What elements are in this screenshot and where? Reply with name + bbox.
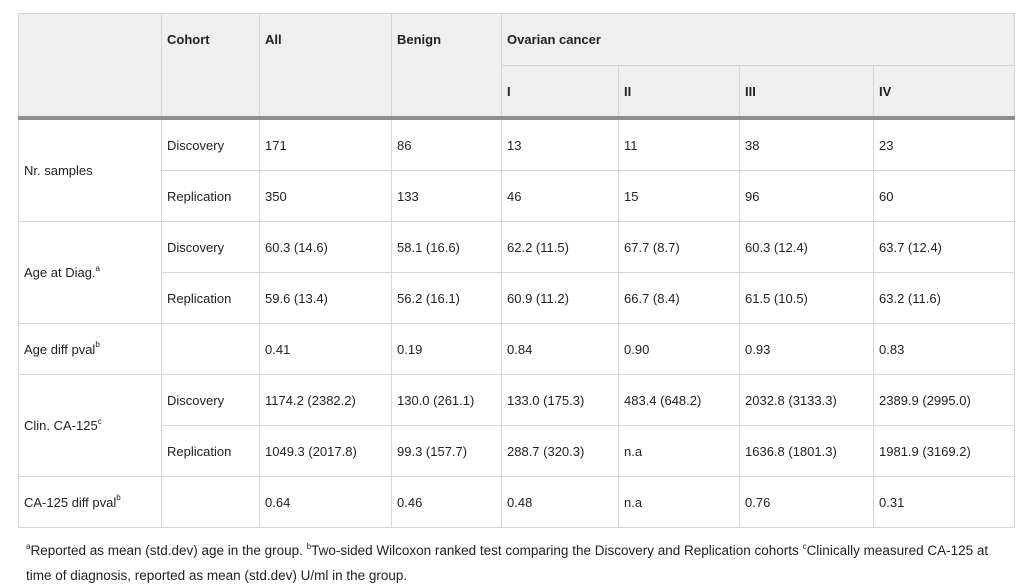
footnote-mark: c <box>802 541 807 551</box>
header-benign <box>392 14 502 119</box>
row-label-text: Clin. CA-125 <box>24 418 98 433</box>
footnote-c-text: Clinically measured CA-125 at time of diagnosis, reported as mean (std.dev) U/ml in the group. <box>26 543 989 583</box>
table-row <box>19 171 1015 222</box>
row-label-ca125-diff-pval <box>19 477 162 528</box>
value-cell: 133.0 (175.3) <box>502 375 619 426</box>
header-stage-iv: IV <box>874 66 1015 119</box>
value-cell: 59.6 (13.4) <box>260 273 392 324</box>
value-cell: 23 <box>874 118 1015 171</box>
value-cell: 1049.3 (2017.8) <box>260 426 392 477</box>
value-cell: 350 <box>260 171 392 222</box>
header-all <box>260 14 392 119</box>
value-cell: 0.48 <box>502 477 619 528</box>
value-cell: 1981.9 (3169.2) <box>874 426 1015 477</box>
value-cell: 0.41 <box>260 324 392 375</box>
table-row <box>19 273 1015 324</box>
value-cell: 0.19 <box>392 324 502 375</box>
results-table <box>18 13 1015 528</box>
footnote-mark: b <box>306 541 312 551</box>
header-all-text: All <box>265 31 282 47</box>
value-cell: 62.2 (11.5) <box>502 222 619 273</box>
value-cell: 0.83 <box>874 324 1015 375</box>
value-cell: 60.9 (11.2) <box>502 273 619 324</box>
value-cell: 133 <box>392 171 502 222</box>
value-cell: 171 <box>260 118 392 171</box>
header-ovarian-cancer: Ovarian cancer <box>502 14 1015 66</box>
footnote-b-text: Two-sided Wilcoxon ranked test comparing the Discovery and Replication cohorts <box>311 543 803 558</box>
value-cell: 58.1 (16.6) <box>392 222 502 273</box>
value-cell: 60.3 (14.6) <box>260 222 392 273</box>
value-cell: 38 <box>740 118 874 171</box>
row-label-text: Age diff pval <box>24 341 96 357</box>
value-cell: 130.0 (261.1) <box>392 375 502 426</box>
value-cell: 0.46 <box>392 477 502 528</box>
cohort-cell: Discovery <box>162 222 260 273</box>
value-cell: 61.5 (10.5) <box>740 273 874 324</box>
value-cell: 46 <box>502 171 619 222</box>
cohort-cell: Replication <box>162 171 260 222</box>
header-stage-iii: III <box>740 66 874 119</box>
table-row <box>19 426 1015 477</box>
row-label-text: Age at Diag. <box>24 265 96 280</box>
value-cell: 63.7 (12.4) <box>874 222 1015 273</box>
value-cell: n.a <box>619 477 740 528</box>
footnote-mark: c <box>97 416 102 426</box>
row-label-age-at-diag <box>19 222 162 324</box>
value-cell: 2032.8 (3133.3) <box>740 375 874 426</box>
value-cell: 0.84 <box>502 324 619 375</box>
cohort-cell: Discovery <box>162 118 260 171</box>
cohort-cell: Replication <box>162 273 260 324</box>
cohort-cell <box>162 477 260 528</box>
value-cell: 2389.9 (2995.0) <box>874 375 1015 426</box>
header-benign-text: Benign <box>397 31 442 47</box>
value-cell: 86 <box>392 118 502 171</box>
table-footnote <box>26 538 1006 588</box>
value-cell: 0.31 <box>874 477 1015 528</box>
table-row <box>19 118 1015 171</box>
value-cell: 0.90 <box>619 324 740 375</box>
row-label-clin-ca125 <box>19 375 162 477</box>
table-row <box>19 477 1015 528</box>
cohort-cell: Replication <box>162 426 260 477</box>
header-cohort <box>162 14 260 119</box>
row-label-nr-samples: Nr. samples <box>19 118 162 222</box>
value-cell: 60 <box>874 171 1015 222</box>
value-cell: 56.2 (16.1) <box>392 273 502 324</box>
footnote-mark: a <box>95 263 100 273</box>
value-cell: 60.3 (12.4) <box>740 222 874 273</box>
value-cell: 63.2 (11.6) <box>874 273 1015 324</box>
value-cell: 483.4 (648.2) <box>619 375 740 426</box>
value-cell: 0.76 <box>740 477 874 528</box>
cohort-cell <box>162 324 260 375</box>
value-cell: n.a <box>619 426 740 477</box>
value-cell: 11 <box>619 118 740 171</box>
value-cell: 67.7 (8.7) <box>619 222 740 273</box>
value-cell: 0.64 <box>260 477 392 528</box>
value-cell: 288.7 (320.3) <box>502 426 619 477</box>
cohort-cell: Discovery <box>162 375 260 426</box>
value-cell: 1174.2 (2382.2) <box>260 375 392 426</box>
corner-cell <box>19 14 162 119</box>
value-cell: 99.3 (157.7) <box>392 426 502 477</box>
row-label-text: CA-125 diff pval <box>24 494 117 510</box>
row-label-age-diff-pval <box>19 324 162 375</box>
value-cell: 13 <box>502 118 619 171</box>
footnote-mark: b <box>95 340 100 350</box>
value-cell: 1636.8 (1801.3) <box>740 426 874 477</box>
value-cell: 66.7 (8.4) <box>619 273 740 324</box>
header-stage-i: I <box>502 66 619 119</box>
table-row <box>19 375 1015 426</box>
header-cohort-text: Cohort <box>167 31 210 47</box>
footnote-mark: b <box>116 493 121 503</box>
table-row <box>19 324 1015 375</box>
value-cell: 15 <box>619 171 740 222</box>
footnote-a-text: Reported as mean (std.dev) age in the group. <box>30 543 307 558</box>
table-row <box>19 222 1015 273</box>
footnote-mark: a <box>26 541 31 551</box>
value-cell: 0.93 <box>740 324 874 375</box>
value-cell: 96 <box>740 171 874 222</box>
header-stage-ii: II <box>619 66 740 119</box>
